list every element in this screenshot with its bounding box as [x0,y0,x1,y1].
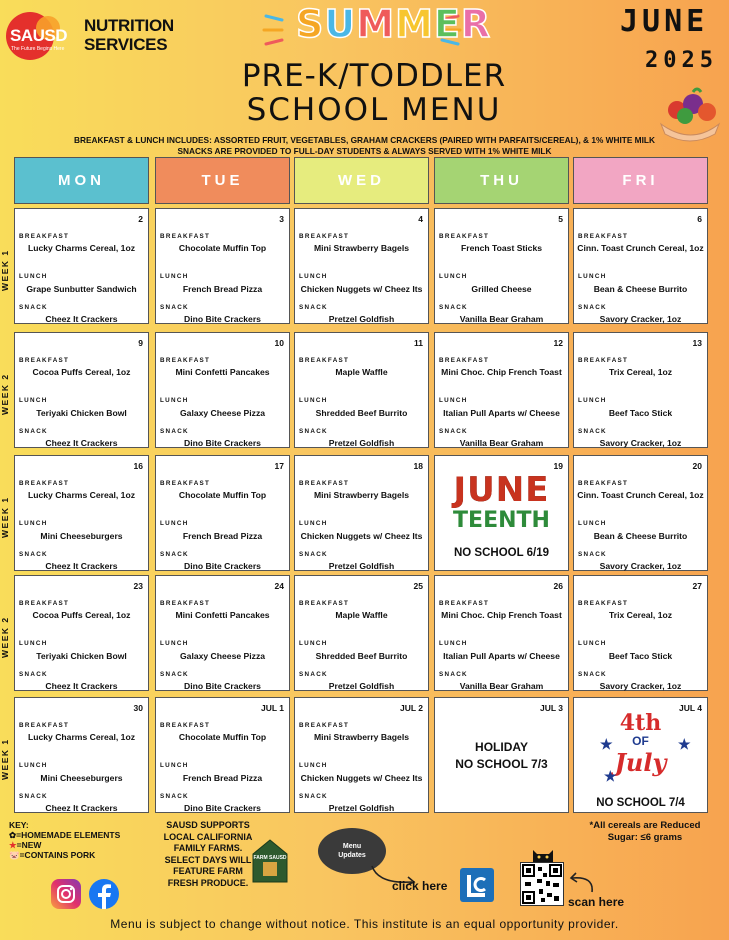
lunch-item: Chicken Nuggets w/ Cheez Its [300,773,423,783]
farms-line3: FAMILY FARMS. [173,843,243,853]
date-number: 24 [274,581,284,591]
breakfast-item: Cinn. Toast Crunch Cereal, 1oz [577,490,704,500]
date-number: 4 [418,214,423,224]
nutrition-line1: NUTRITION [84,16,174,35]
menu-day-cell [14,208,149,324]
bubble-line2: Updates [338,852,366,859]
menu-day-cell [434,697,569,813]
lunch-label: LUNCH [439,640,468,647]
lunch-label: LUNCH [578,640,607,647]
nutrition-line2: SERVICES [84,35,168,54]
key-title: KEY: [9,820,29,830]
breakfast-item: Cocoa Puffs Cereal, 1oz [32,610,131,620]
snack-label: SNACK [19,428,48,435]
farm-badge-text: FARM SAUSD [253,855,287,861]
breakfast-item: Lucky Charms Cereal, 1oz [28,732,135,742]
date-number: 10 [274,338,284,348]
breakfast-label: BREAKFAST [160,233,211,240]
includes-line2: SNACKS ARE PROVIDED TO FULL-DAY STUDENTS & ALWAYS SERVED WITH 1% WHITE MILK [177,146,552,156]
lunch-label: LUNCH [19,520,48,527]
star-icon: ★ [604,768,617,784]
barn-icon [251,838,289,884]
date-number: 2 [138,214,143,224]
snack-item: Dino Bite Crackers [184,561,261,571]
lunch-item: Mini Cheeseburgers [40,531,123,541]
menu-day-cell [155,332,290,448]
lunch-label: LUNCH [19,640,48,647]
breakfast-item: Lucky Charms Cereal, 1oz [28,490,135,500]
breakfast-label: BREAKFAST [19,722,70,729]
breakfast-item: Mini Choc. Chip French Toast [441,367,562,377]
lunch-label: LUNCH [578,397,607,404]
farms-line4: SELECT DAYS WILL [164,854,252,865]
snack-label: SNACK [160,428,189,435]
lunch-item: Shredded Beef Burrito [315,408,408,418]
date-number: 17 [274,461,284,471]
menu-day-cell [155,455,290,571]
bubble-line1: Menu [342,843,362,850]
snack-item: Cheez It Crackers [45,561,118,571]
lunch-label: LUNCH [160,520,189,527]
snack-item: Pretzel Goldfish [328,803,395,813]
breakfast-item: Mini Confetti Pancakes [175,367,270,377]
snack-label: SNACK [439,304,468,311]
lunch-item: Mini Cheeseburgers [40,773,123,783]
holiday-label: HOLIDAY [475,740,528,754]
pig-icon: 🐷 [9,850,20,860]
week-label: WEEK 1 [0,249,10,291]
menu-day-cell [155,575,290,691]
snack-label: SNACK [160,551,189,558]
menu-day-cell [434,455,569,571]
date-number: 30 [133,703,143,713]
menu-day-cell [434,208,569,324]
reduced-line1: *All cereals are Reduced [589,820,701,831]
date-number: 3 [279,214,284,224]
lunch-label: LUNCH [160,397,189,404]
menu-day-cell [294,208,429,324]
lunch-label: LUNCH [19,762,48,769]
snack-label: SNACK [299,793,328,800]
snack-label: SNACK [578,551,607,558]
snack-label: SNACK [439,671,468,678]
snack-item: Cheez It Crackers [45,438,118,448]
date-number: 20 [692,461,702,471]
snack-item: Savory Cracker, 1oz [599,314,682,324]
breakfast-label: BREAKFAST [299,722,350,729]
menu-day-cell [14,332,149,448]
breakfast-item: Mini Choc. Chip French Toast [441,610,562,620]
date-number: 18 [413,461,423,471]
farms-line1: SAUSD SUPPORTS [166,820,250,830]
date-number: 6 [697,214,702,224]
snack-label: SNACK [299,551,328,558]
menu-day-cell [14,575,149,691]
lunch-label: LUNCH [578,520,607,527]
juneteenth-art-june: JUNE [453,470,550,510]
menu-day-cell [573,455,708,571]
breakfast-label: BREAKFAST [578,233,629,240]
key-homemade: =HOMEMADE ELEMENTS [16,830,121,840]
menu-day-cell [434,332,569,448]
breakfast-label: BREAKFAST [160,357,211,364]
includes-line1: BREAKFAST & LUNCH INCLUDES: ASSORTED FRUIT, VEGETABLES, GRAHAM CRACKERS (PAIRED WITH PARFAITS/CEREAL), & 1% WHITE MILK [74,135,655,145]
breakfast-item: Mini Strawberry Bagels [313,243,410,253]
farm-sausd-badge [251,838,289,884]
breakfast-item: Chocolate Muffin Top [178,243,267,253]
lunch-label: LUNCH [439,273,468,280]
breakfast-label: BREAKFAST [578,480,629,487]
week-label: WEEK 2 [0,373,10,415]
qr-code[interactable] [520,862,564,906]
breakfast-label: BREAKFAST [160,722,211,729]
date-number: 16 [133,461,143,471]
date-number: JUL 3 [540,703,563,713]
click-here-link[interactable]: click here [392,879,448,893]
snack-item: Vanilla Bear Graham [459,438,544,448]
menu-day-cell [434,575,569,691]
breakfast-item: Maple Waffle [335,367,388,377]
lunch-item: Bean & Cheese Burrito [593,531,688,541]
summer-title: SUMMER [296,2,492,46]
breakfast-label: BREAKFAST [19,600,70,607]
scan-here-label: scan here [568,895,625,909]
snack-label: SNACK [299,304,328,311]
lunch-label: LUNCH [299,520,328,527]
meal-includes-note [0,135,729,157]
lunch-item: Beef Taco Stick [608,408,673,418]
local-farms-note [158,820,258,889]
menu-day-cell [573,332,708,448]
date-number: 26 [553,581,563,591]
year-label: 2025 [645,48,718,73]
new-icon: ★ [9,840,17,850]
lunch-label: LUNCH [19,273,48,280]
snack-label: SNACK [19,793,48,800]
menu-day-cell [294,697,429,813]
lunch-item: Grape Sunbutter Sandwich [26,284,137,294]
week-label: WEEK 2 [0,616,10,658]
lunch-item: Chicken Nuggets w/ Cheez Its [300,531,423,541]
breakfast-label: BREAKFAST [439,600,490,607]
lunch-item: French Bread Pizza [182,284,263,294]
breakfast-label: BREAKFAST [299,600,350,607]
breakfast-item: Chocolate Muffin Top [178,490,267,500]
snack-item: Dino Bite Crackers [184,438,261,448]
menu-day-cell [573,208,708,324]
date-number: 12 [553,338,563,348]
breakfast-item: Maple Waffle [335,610,388,620]
juneteenth-art-teenth: TEENTH [453,508,550,533]
snack-label: SNACK [160,304,189,311]
menu-day-cell [294,575,429,691]
snack-label: SNACK [299,428,328,435]
reduced-line2: Sugar: ≤6 grams [607,831,683,843]
july4-art-july: July [614,748,667,777]
farms-line2: LOCAL CALIFORNIA [163,831,253,842]
breakfast-item: Cocoa Puffs Cereal, 1oz [32,367,131,377]
snack-item: Savory Cracker, 1oz [599,438,682,448]
lunch-item: Chicken Nuggets w/ Cheez Its [300,284,423,294]
lunch-item: Italian Pull Aparts w/ Cheese [443,408,560,418]
date-number: 13 [692,338,702,348]
lunch-item: Bean & Cheese Burrito [593,284,688,294]
july4-art-4th: 4th [619,710,662,736]
breakfast-label: BREAKFAST [578,357,629,364]
snack-label: SNACK [19,551,48,558]
no-school-note: NO SCHOOL 7/4 [596,797,685,809]
lunch-item: Beef Taco Stick [608,651,673,661]
lunch-item: French Bread Pizza [182,531,263,541]
menu-day-cell [155,697,290,813]
date-number: 5 [558,214,563,224]
lunch-label: LUNCH [19,397,48,404]
lunch-label: LUNCH [299,397,328,404]
date-number: 25 [413,581,423,591]
snack-item: Savory Cracker, 1oz [599,561,682,571]
lunch-label: LUNCH [439,397,468,404]
date-number: 27 [692,581,702,591]
date-number: JUL 1 [261,703,284,713]
lunch-item: Galaxy Cheese Pizza [179,651,266,661]
farms-line5: FEATURE FARM [173,866,243,876]
breakfast-label: BREAKFAST [578,600,629,607]
cat-icon [530,846,556,862]
snack-item: Pretzel Goldfish [328,438,395,448]
key-pork: =CONTAINS PORK [19,850,96,860]
lunch-label: LUNCH [299,640,328,647]
key-legend [9,820,120,860]
snack-item: Pretzel Goldfish [328,561,395,571]
breakfast-item: Trix Cereal, 1oz [608,367,673,377]
snack-label: SNACK [160,671,189,678]
app-link-icon[interactable] [460,868,494,902]
snack-item: Dino Bite Crackers [184,681,261,691]
snack-item: Cheez It Crackers [45,803,118,813]
lunch-item: Grilled Cheese [471,284,532,294]
instagram-icon[interactable] [51,879,81,909]
breakfast-item: Lucky Charms Cereal, 1oz [28,243,135,253]
breakfast-label: BREAKFAST [160,600,211,607]
menu-title-line2: SCHOOL MENU [246,92,502,128]
lunch-label: LUNCH [160,640,189,647]
date-number: JUL 2 [400,703,423,713]
date-number: 23 [133,581,143,591]
lunch-item: Teriyaki Chicken Bowl [36,651,127,661]
date-number: 19 [553,461,563,471]
no-school-note: NO SCHOOL 6/19 [453,547,549,559]
breakfast-label: BREAKFAST [160,480,211,487]
qr-code-icon [521,863,563,905]
instagram-glyph [51,879,81,909]
lunch-item: French Bread Pizza [182,773,263,783]
snack-label: SNACK [439,428,468,435]
breakfast-item: Trix Cereal, 1oz [608,610,673,620]
snack-label: SNACK [160,793,189,800]
facebook-icon[interactable] [89,879,119,909]
day-header-thu: THU [434,157,569,204]
snack-item: Savory Cracker, 1oz [599,681,682,691]
breakfast-label: BREAKFAST [19,233,70,240]
date-number: 9 [138,338,143,348]
breakfast-label: BREAKFAST [19,480,70,487]
menu-day-cell [14,697,149,813]
lunch-item: Italian Pull Aparts w/ Cheese [443,651,560,661]
homemade-icon: ✿ [9,830,17,840]
snack-item: Dino Bite Crackers [184,803,261,813]
breakfast-item: Mini Strawberry Bagels [313,490,410,500]
menu-title-line1: PRE-K/TODDLER [241,58,507,94]
lunch-item: Teriyaki Chicken Bowl [36,408,127,418]
date-number: 11 [414,338,423,348]
lunch-item: Galaxy Cheese Pizza [179,408,266,418]
lunch-item: Shredded Beef Burrito [315,651,408,661]
menu-day-cell [155,208,290,324]
lunch-label: LUNCH [299,762,328,769]
breakfast-label: BREAKFAST [439,233,490,240]
snack-item: Pretzel Goldfish [328,681,395,691]
week-label: WEEK 1 [0,738,10,780]
breakfast-label: BREAKFAST [299,233,350,240]
no-school-note: NO SCHOOL 7/3 [455,757,548,771]
disclaimer: Menu is subject to change without notice. This institute is an equal opportunity provider. [110,917,619,931]
menu-day-cell [573,697,708,813]
july4-art-of: OF [632,734,649,748]
farms-line6: FRESH PRODUCE. [167,877,249,888]
day-header-mon: MON [14,157,149,204]
breakfast-label: BREAKFAST [299,357,350,364]
facebook-glyph [89,879,119,909]
snack-item: Vanilla Bear Graham [459,314,544,324]
day-header-tue: TUE [155,157,290,204]
menu-day-cell [573,575,708,691]
key-new: =NEW [16,840,42,850]
week-label: WEEK 1 [0,496,10,538]
snack-item: Cheez It Crackers [45,314,118,324]
sausd-logo [6,12,68,62]
snack-label: SNACK [19,304,48,311]
date-number: JUL 4 [679,703,702,713]
month-label: JUNE [620,4,709,39]
lc-logo-icon [460,868,494,902]
sausd-tagline: The Future Begins Here [11,46,65,52]
snack-item: Pretzel Goldfish [328,314,395,324]
day-header-fri: FRI [573,157,708,204]
breakfast-item: Cinn. Toast Crunch Cereal, 1oz [577,243,704,253]
lunch-label: LUNCH [578,273,607,280]
day-header-wed: WED [294,157,429,204]
breakfast-item: Chocolate Muffin Top [178,732,267,742]
lunch-label: LUNCH [160,762,189,769]
menu-day-cell [14,455,149,571]
breakfast-item: Mini Strawberry Bagels [313,732,410,742]
snack-item: Vanilla Bear Graham [459,681,544,691]
snack-label: SNACK [578,671,607,678]
nutrition-services-logo [84,16,174,54]
lunch-label: LUNCH [299,273,328,280]
snack-item: Dino Bite Crackers [184,314,261,324]
snack-label: SNACK [578,304,607,311]
star-icon: ★ [600,736,613,752]
curved-arrow-left-icon [566,870,596,894]
star-icon: ★ [678,736,691,752]
lunch-label: LUNCH [160,273,189,280]
breakfast-item: French Toast Sticks [460,243,543,253]
menu-day-cell [294,332,429,448]
breakfast-label: BREAKFAST [299,480,350,487]
sausd-logo-text: SAUSD [10,26,68,45]
breakfast-label: BREAKFAST [439,357,490,364]
breakfast-item: Mini Confetti Pancakes [175,610,270,620]
snack-label: SNACK [578,428,607,435]
cereal-sugar-note [575,820,715,843]
breakfast-label: BREAKFAST [19,357,70,364]
snack-label: SNACK [299,671,328,678]
snack-item: Cheez It Crackers [45,681,118,691]
snack-label: SNACK [19,671,48,678]
menu-day-cell [294,455,429,571]
